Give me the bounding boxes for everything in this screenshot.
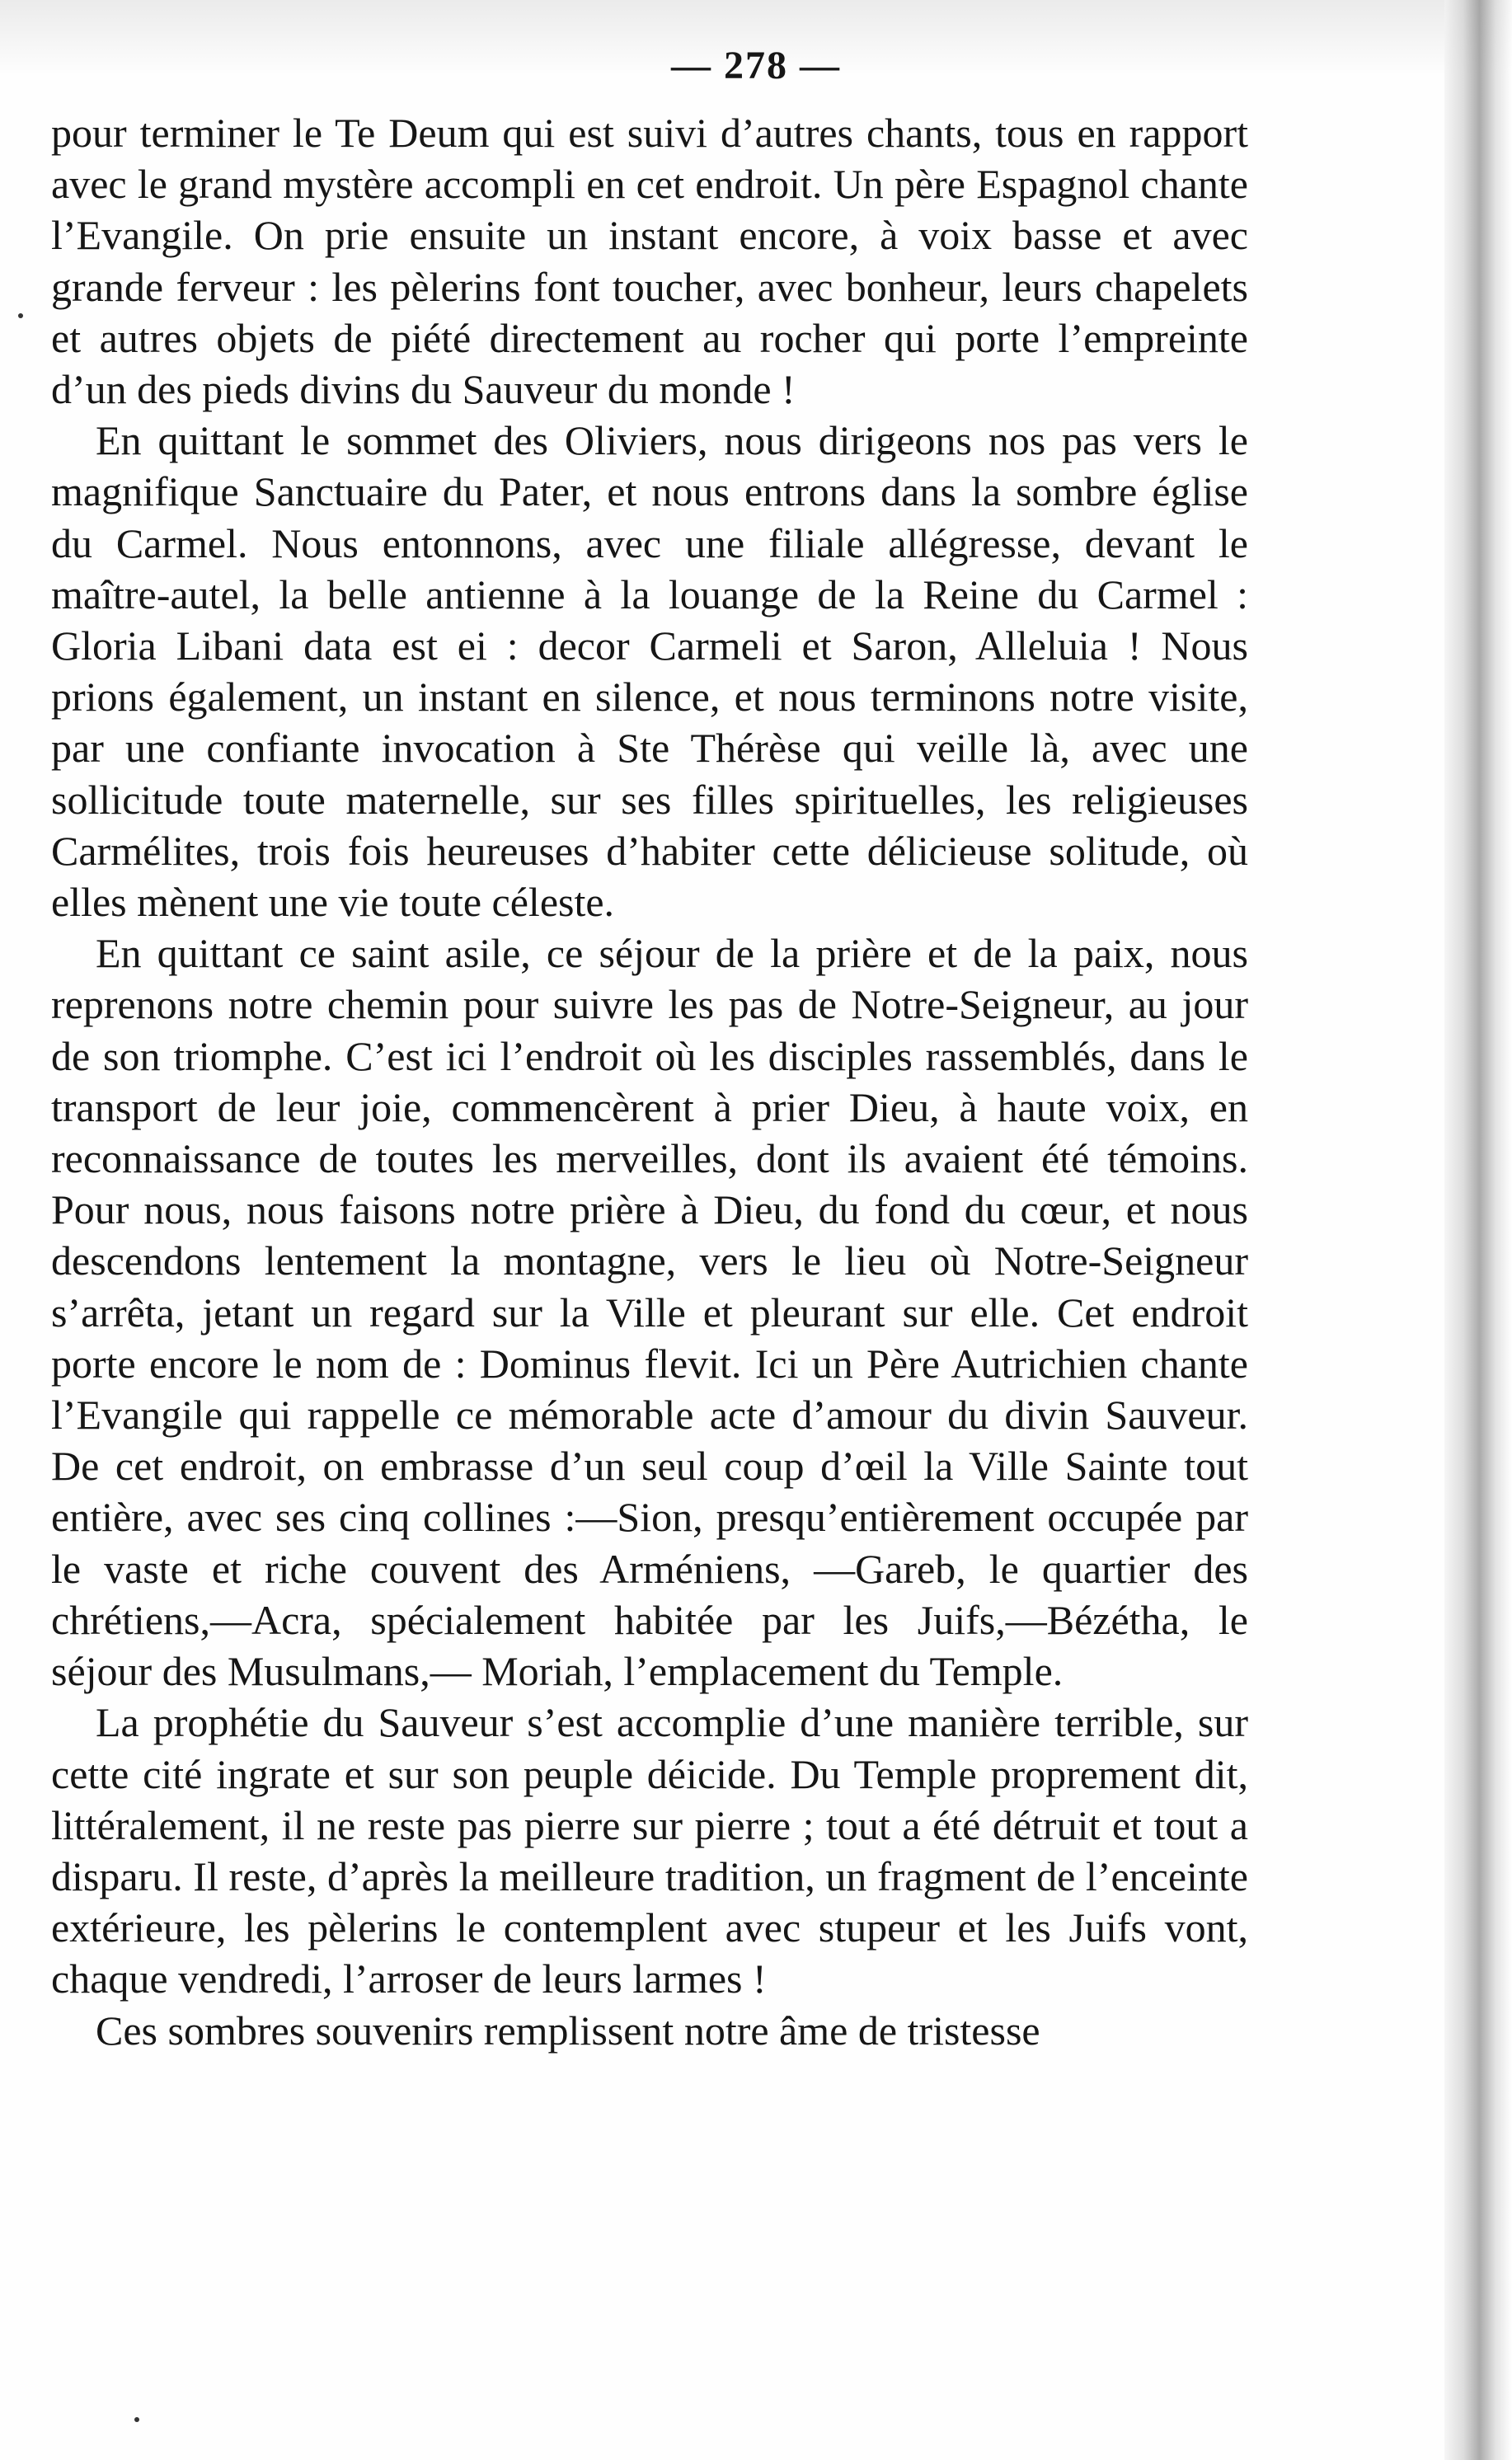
print-speck xyxy=(18,313,23,318)
paragraph: En quittant ce saint asile, ce séjour de la prière et de la paix, nous reprenons notre chemin pour suivre les pas de Notre-Seigneur, au jour de son triomphe. C’est ici l’endroit où les disciples rassemblés, dans le transport de leur joie, commencèrent à prier Dieu, à haute voix, en reconnaissance de toutes les merveilles, dont ils avaient été témoins. Pour nous, nous faisons notre prière à Dieu, du fond du cœur, et nous descendons lentement la montagne, vers le lieu où Notre-Seigneur s’arrêta, jetant un regard sur la Ville et pleurant sur elle. Cet endroit porte encore le nom de : Dominus flevit. Ici un Père Autrichien chante l’Evangile qui rappelle ce mémorable acte d’amour du divin Sauveur. De cet endroit, on embrasse d’un seul coup d’œil la Ville Sainte tout entière, avec ses cinq collines :—Sion, presqu’entièrement occupée par le vaste et riche couvent des Arméniens, —Gareb, le quartier des chrétiens,—Acra, spécialement habitée par les Juifs,—Bézétha, le séjour des Musulmans,— Moriah, l’emplacement du Temple. xyxy=(51,930,1248,1695)
print-speck xyxy=(134,2417,139,2422)
paragraph: pour terminer le Te Deum qui est suivi d’autres chants, tous en rapport avec le grand mystère accompli en cet endroit. Un père Espagnol chante l’Evangile. On prie ensuite un instant encore, à voix basse et avec grande ferveur : les pèlerins font toucher, avec bonheur, leurs chapelets et autres objets de piété directement au rocher qui porte l’empreinte d’un des pieds divins du Sauveur du monde ! xyxy=(51,110,1248,413)
scan-shadow-right xyxy=(1444,0,1512,2460)
paragraph: Ces sombres souvenirs remplissent notre âme de tristesse xyxy=(96,2007,1040,2054)
page-number: — 278 — xyxy=(671,44,841,87)
paragraph: En quittant le sommet des Oliviers, nous dirigeons nos pas vers le magnifique Sanctuaire du Pater, et nous entrons dans la sombre église du Carmel. Nous entonnons, avec une filiale allégresse, devant le maître-autel, la belle antienne à la louange de la Reine du Carmel : Gloria Libani data est ei : decor Carmeli et Saron, Alleluia ! Nous prions également, un instant en silence, et nous terminons notre visite, par une confiante invocation à Ste Thérèse qui veille là, avec une sollicitude toute maternelle, sur ses filles spirituelles, les religieuses Carmélites, trois fois heureuses d’habiter cette délicieuse solitude, où elles mènent une vie toute céleste. xyxy=(51,417,1248,926)
paragraph: La prophétie du Sauveur s’est accomplie d’une manière terrible, sur cette cité ingrate et sur son peuple déicide. Du Temple proprement dit, littéralement, il ne reste pas pierre sur pierre ; tout a été détruit et tout a disparu. Il reste, d’après la meilleure tradition, un fragment de l’enceinte extérieure, les pèlerins le contemplent avec stupeur et les Juifs vont, chaque vendredi, l’arroser de leurs larmes ! xyxy=(51,1699,1248,2002)
body-text xyxy=(51,107,1248,2056)
